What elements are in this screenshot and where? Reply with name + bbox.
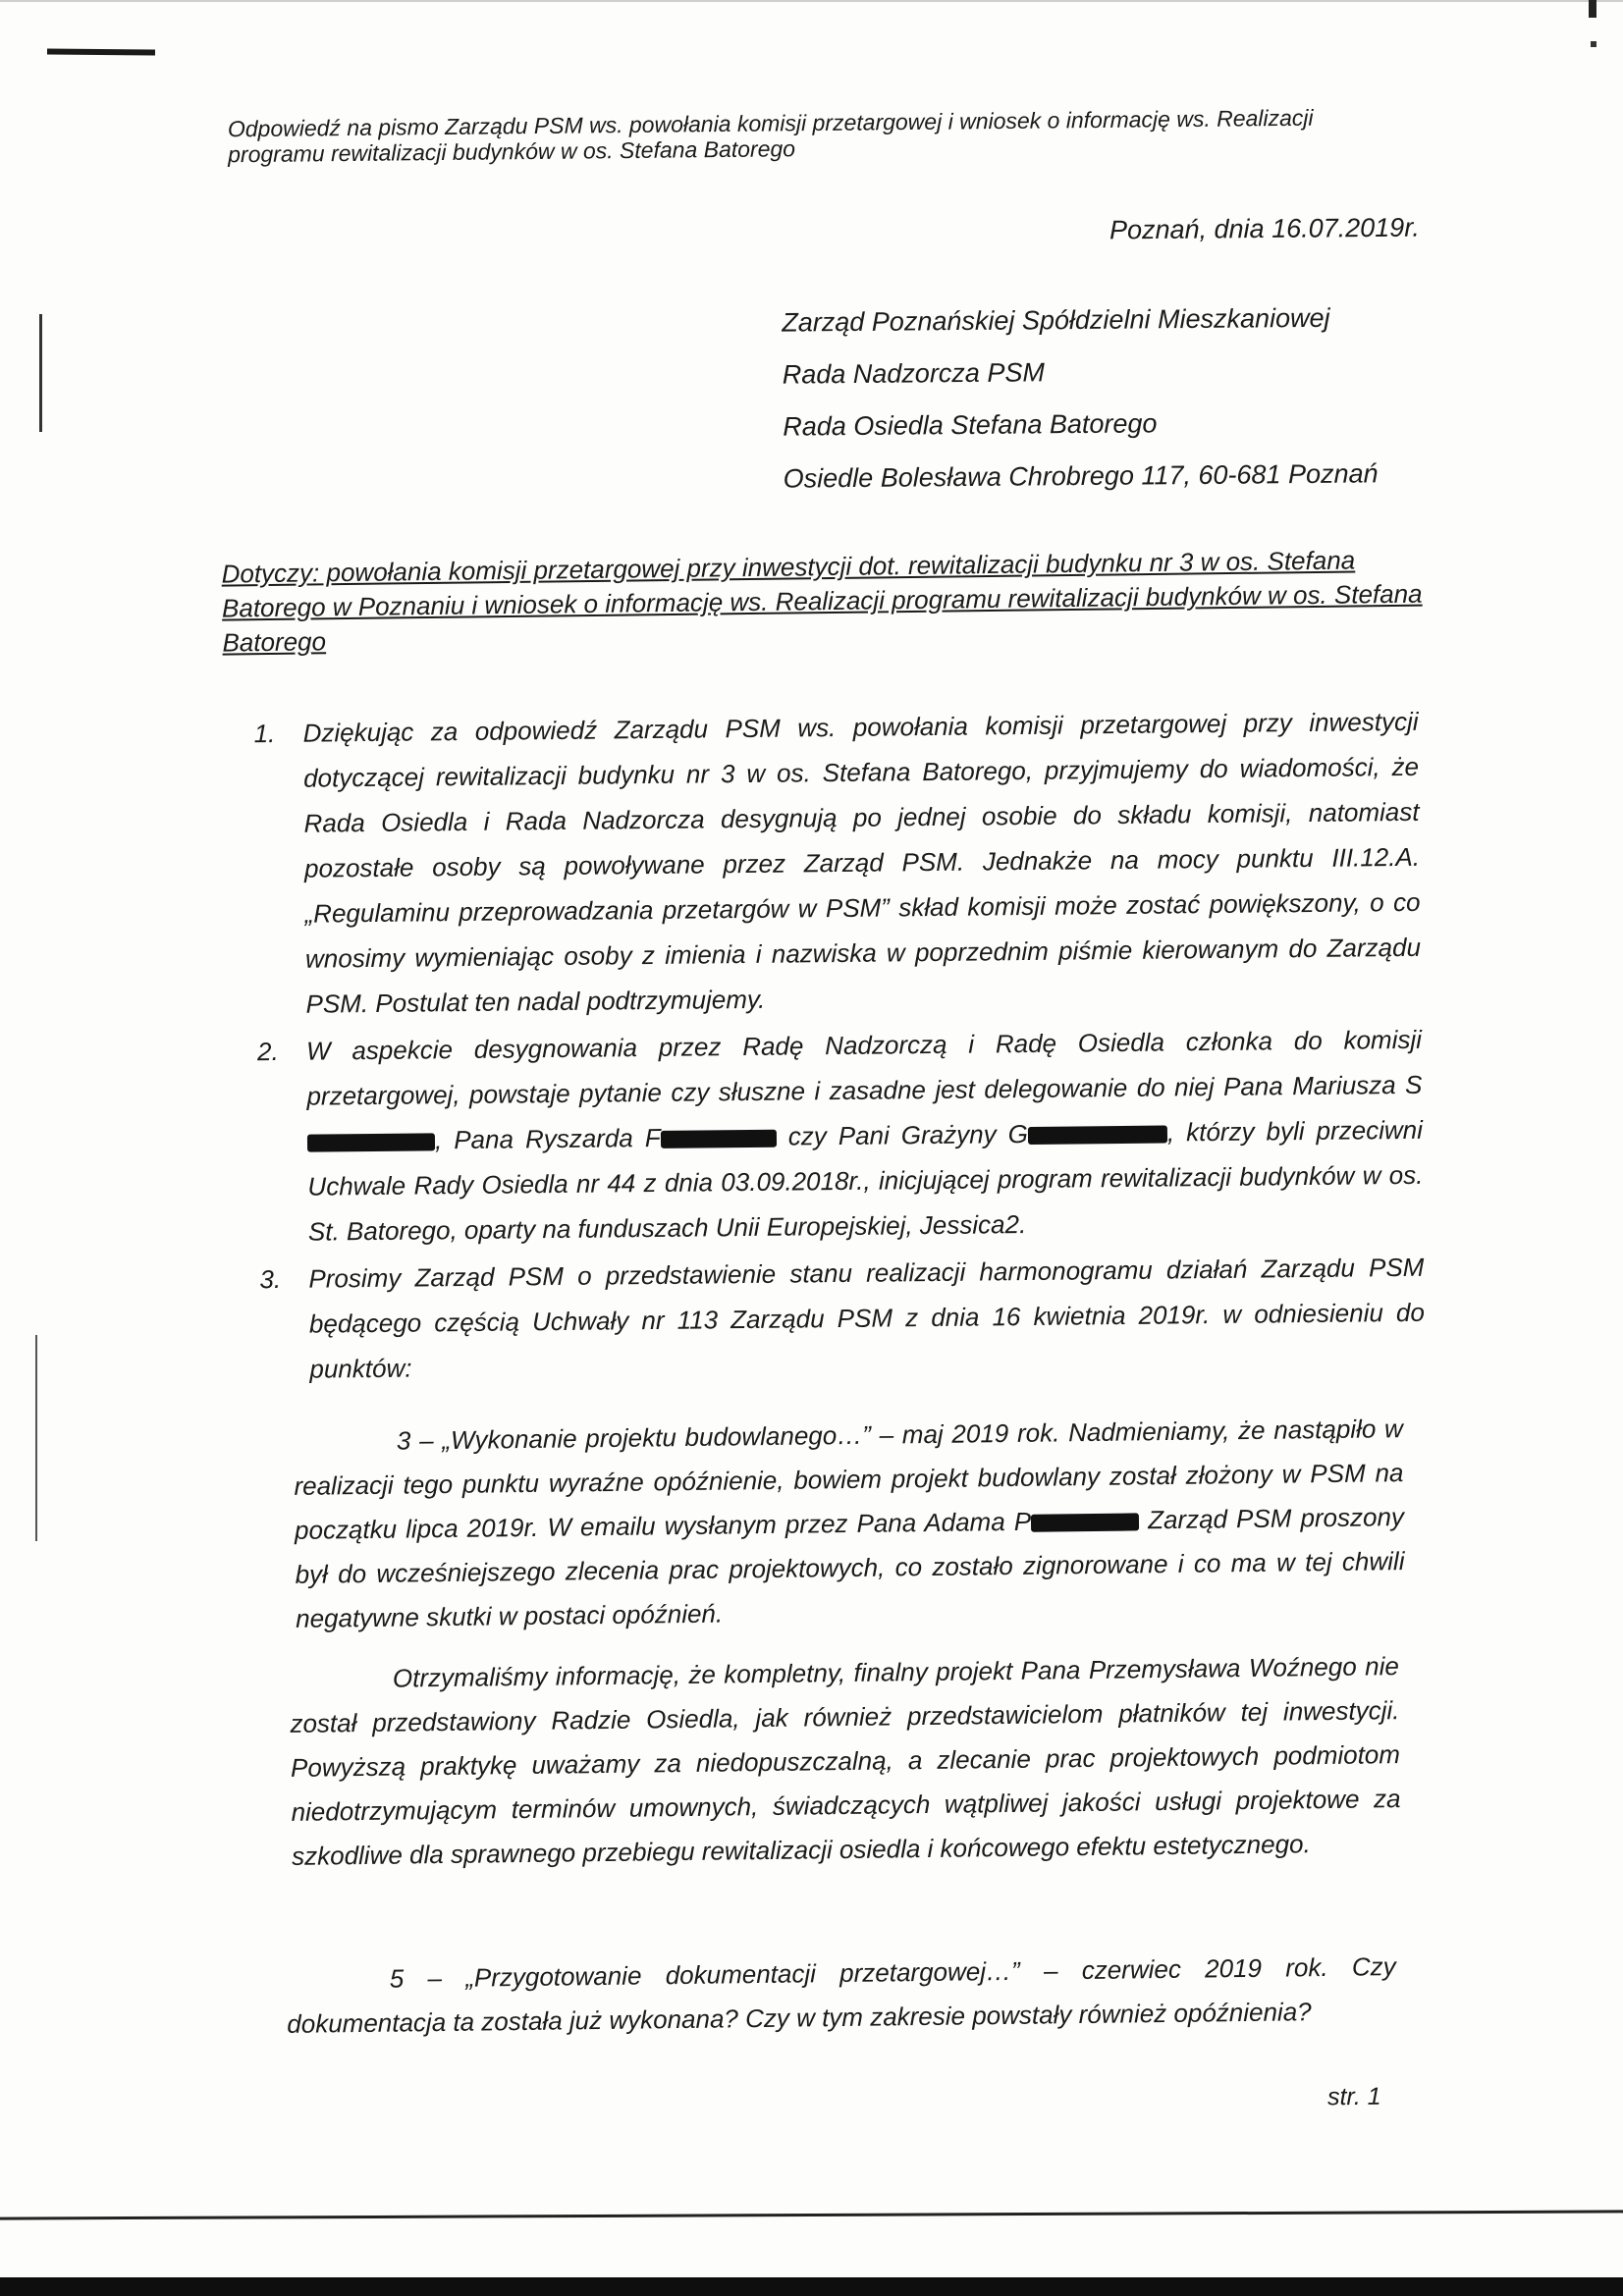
addressee-line: Osiedle Bolesława Chrobrego 117, 60-681 Poznań	[783, 458, 1379, 494]
scan-mark	[35, 1335, 37, 1541]
scan-mark	[39, 314, 42, 432]
addressee-block	[782, 292, 1379, 505]
addressee-line: Rada Osiedla Stefana Batorego	[783, 408, 1158, 442]
paragraph-point-5: 5 – „Przygotowanie dokumentacji przetargowej…” – czerwiec 2019 rok. Czy dokumentacja ta została już wykonana? Czy w tym zakresie powstały również opóźnienia?	[287, 1951, 1396, 2039]
date-line: Poznań, dnia 16.07.2019r.	[1109, 212, 1420, 245]
paragraph-project-info: Otrzymaliśmy informację, że kompletny, finalny projekt Pana Przemysława Woźnego nie został przedstawiony Radzie Osiedla, jak również przedstawicielom płatników tej inwestycji. Powyższą praktykę uważamy za niedopuszczalną, a zlecanie prac projektowych podmiotom niedotrzymującym terminów umownych, świadczących wątpliwej jakości usługi projektowe za szkodliwe dla sprawnego przebiegu rewitalizacji osiedla i końcowego efektu estetycznego.	[290, 1651, 1401, 1871]
scan-mark	[1589, 0, 1596, 18]
list-item-number: 2.	[256, 1036, 279, 1067]
list-item-number: 1.	[253, 719, 276, 749]
list-item	[257, 1017, 1424, 1255]
list-item-text: , którzy byli przeciwni Uchwale Rady Osiedla nr 44 z dnia 03.09.2018r., inicjującej program rewitalizacji budynków w os. St. Batorego, oparty na funduszach Unii Europejskiej, Jessica2.	[307, 1114, 1424, 1247]
paragraph-point-3	[294, 1407, 1406, 1641]
list-item-text: , Pana Ryszarda F	[434, 1122, 661, 1155]
redaction-bar	[1028, 1126, 1167, 1145]
list-item-text: czy Pani Grażyny G	[776, 1118, 1029, 1151]
scan-edge-top	[0, 0, 1623, 2]
redaction-bar	[307, 1133, 435, 1151]
scan-mark	[1591, 41, 1596, 47]
subject-line: Dotyczy: powołania komisji przetargowej przy inwestycji dot. rewitalizacji budynku nr 3 w os. Stefana Batorego w Poznaniu i wniosek o informację ws. Realizacji programu rewitalizacji budynków w os. Stefana Batorego	[221, 545, 1423, 658]
addressee-line: Rada Nadzorcza PSM	[782, 357, 1046, 390]
scan-edge-bottom	[0, 2277, 1623, 2296]
scan-rule	[0, 2210, 1623, 2219]
paragraph-text: Zarząd PSM proszony był do wcześniejszego zlecenia prac projektowych, co zostało zignorowane i co ma w tej chwili negatywne skutki w postaci opóźnień.	[295, 1502, 1405, 1633]
page-number: str. 1	[1326, 2082, 1381, 2111]
list-item	[259, 1245, 1425, 1392]
header-note: Odpowiedź na pismo Zarządu PSM ws. powołania komisji przetargowej i wniosek o informację ws. Realizacji programu rewitalizacji budynków w os. Stefana Batorego	[227, 104, 1314, 168]
paragraph-text: 3 – „Wykonanie projektu budowlanego…” – maj 2019 rok. Nadmieniamy, że nastąpiło w realizacji tego punktu wyraźne opóźnienie, bowiem projekt budowlany został złożony w PSM na początku lipca 2019r. W emailu wysłanym przez Pana Adama P	[294, 1414, 1404, 1545]
addressee-line: Zarząd Poznańskiej Spółdzielni Mieszkaniowej	[782, 302, 1330, 338]
list-item-text: Prosimy Zarząd PSM o przedstawienie stanu realizacji harmonogramu działań Zarządu PSM będącego częścią Uchwały nr 113 Zarządu PSM z dnia 16 kwietnia 2019r. w odniesieniu do punktów:	[308, 1252, 1426, 1384]
scan-mark	[47, 49, 155, 56]
list-item-text: Dziękując za odpowiedź Zarządu PSM ws. powołania komisji przetargowej przy inwestycji dotyczącej rewitalizacji budynku nr 3 w os. Stefana Batorego, przyjmujemy do wiadomości, że Rada Osiedla i Rada Nadzorcza desygnują po jednej osobie do składu komisji, natomiast pozostałe osoby są powoływane przez Zarząd PSM. Jednakże na mocy punktu III.12.A. „Regulaminu przeprowadzania przetargów w PSM” skład komisji może zostać powiększony, o co wnosimy wymieniając osoby z imienia i nazwiska w poprzednim piśmie kierowanym do Zarządu PSM. Postulat ten nadal podtrzymujemy.	[302, 706, 1422, 1019]
numbered-list	[253, 699, 1425, 1394]
list-item-number: 3.	[259, 1263, 282, 1295]
redaction-bar	[1031, 1514, 1139, 1532]
list-item-text: W aspekcie desygnowania przez Radę Nadzorczą i Radę Osiedla członka do komisji przetargowej, powstaje pytanie czy słuszne i zasadne jest delegowanie do niej Pana Mariusza S	[305, 1024, 1423, 1111]
list-item	[253, 699, 1421, 1027]
redaction-bar	[661, 1130, 777, 1148]
